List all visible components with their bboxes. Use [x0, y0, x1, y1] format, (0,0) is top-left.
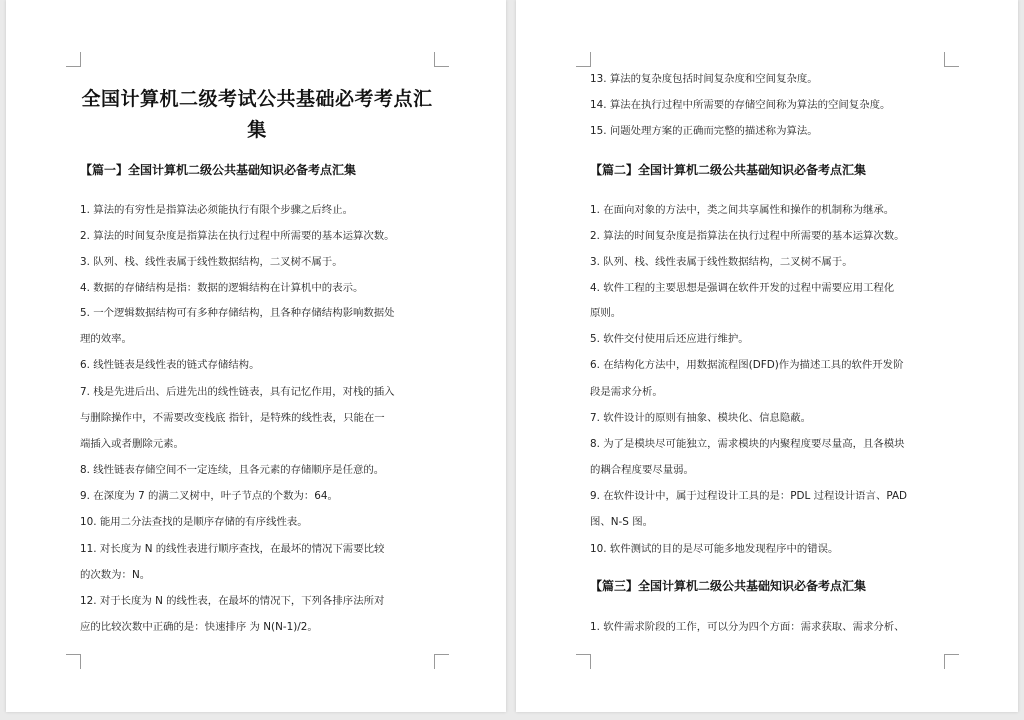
crop-mark-bottom-left	[66, 654, 81, 669]
title-line: 集	[247, 119, 267, 141]
text-line: 1. 软件需求阶段的工作，可以分为四个方面：需求获取、需求分析、	[590, 621, 905, 633]
text-line: 7. 栈是先进后出、后进先出的线性链表，具有记忆作用，对栈的插入	[80, 386, 395, 398]
text-line: 的耦合程度要尽量弱。	[590, 464, 694, 476]
text-line: 4. 数据的存储结构是指：数据的逻辑结构在计算机中的表示。	[80, 282, 364, 294]
text-line: 6. 在结构化方法中，用数据流程图(DFD)作为描述工具的软件开发阶	[590, 359, 904, 371]
text-line: 5. 一个逻辑数据结构可有多种存储结构，且各种存储结构影响数据处	[80, 307, 395, 319]
text-line: 6. 线性链表是线性表的链式存储结构。	[80, 359, 260, 371]
text-line: 端插入或者删除元素。	[80, 438, 184, 450]
crop-mark-top-left	[66, 52, 81, 67]
text-line: 10. 能用二分法查找的是顺序存储的有序线性表。	[80, 516, 308, 528]
text-line: 7. 软件设计的原则有抽象、模块化、信息隐蔽。	[590, 412, 812, 424]
text-line: 2. 算法的时间复杂度是指算法在执行过程中所需要的基本运算次数。	[80, 230, 395, 242]
document-title	[80, 84, 434, 146]
right-page	[516, 0, 1018, 712]
crop-mark-bottom-right	[944, 654, 959, 669]
text-line: 3. 队列、栈、线性表属于线性数据结构，二叉树不属于。	[80, 256, 343, 268]
section-heading: 【篇三】全国计算机二级公共基础知识必备考点汇集	[590, 579, 867, 593]
crop-mark-bottom-right	[434, 654, 449, 669]
section-heading: 【篇二】全国计算机二级公共基础知识必备考点汇集	[590, 163, 867, 177]
text-line: 1. 算法的有穷性是指算法必须能执行有限个步骤之后终止。	[80, 204, 353, 216]
text-line: 图、N-S 图。	[590, 516, 653, 528]
text-line: 1. 在面向对象的方法中，类之间共享属性和操作的机制称为继承。	[590, 204, 895, 216]
text-line: 理的效率。	[80, 333, 132, 345]
text-line: 13. 算法的复杂度包括时间复杂度和空间复杂度。	[590, 73, 818, 85]
text-line: 5. 软件交付使用后还应进行维护。	[590, 333, 749, 345]
section-heading: 【篇一】全国计算机二级公共基础知识必备考点汇集	[80, 163, 357, 177]
text-line: 9. 在软件设计中，属于过程设计工具的是：PDL 过程设计语言、PAD	[590, 490, 908, 502]
title-line: 全国计算机二级考试公共基础必考考点汇	[81, 88, 433, 110]
text-line: 应的比较次数中正确的是：快速排序 为 N(N-1)/2。	[80, 621, 318, 633]
text-line: 8. 线性链表存储空间不一定连续，且各元素的存储顺序是任意的。	[80, 464, 385, 476]
text-line: 段是需求分析。	[590, 386, 663, 398]
text-line: 10. 软件测试的目的是尽可能多地发现程序中的错误。	[590, 543, 839, 555]
text-line: 4. 软件工程的主要思想是强调在软件开发的过程中需要应用工程化	[590, 282, 895, 294]
text-line: 3. 队列、栈、线性表属于线性数据结构，二叉树不属于。	[590, 256, 853, 268]
text-line: 8. 为了是模块尽可能独立，需求模块的内聚程度要尽量高，且各模块	[590, 438, 905, 450]
text-line: 的次数为：N。	[80, 569, 151, 581]
left-page	[6, 0, 506, 712]
text-line: 12. 对于长度为 N 的线性表，在最坏的情况下，下列各排序法所对	[80, 595, 385, 607]
text-line: 9. 在深度为 7 的满二叉树中，叶子节点的个数为：64。	[80, 490, 338, 502]
text-line: 2. 算法的时间复杂度是指算法在执行过程中所需要的基本运算次数。	[590, 230, 905, 242]
crop-mark-bottom-left	[576, 654, 591, 669]
crop-mark-top-right	[434, 52, 449, 67]
text-line: 11. 对长度为 N 的线性表进行顺序查找，在最坏的情况下需要比较	[80, 543, 385, 555]
text-line: 原则。	[590, 307, 622, 319]
text-line: 15. 问题处理方案的正确而完整的描述称为算法。	[590, 125, 818, 137]
crop-mark-top-right	[944, 52, 959, 67]
crop-mark-top-left	[576, 52, 591, 67]
text-line: 14. 算法在执行过程中所需要的存储空间称为算法的空间复杂度。	[590, 99, 891, 111]
text-line: 与删除操作中，不需要改变栈底 指针，是特殊的线性表，只能在一	[80, 412, 385, 424]
